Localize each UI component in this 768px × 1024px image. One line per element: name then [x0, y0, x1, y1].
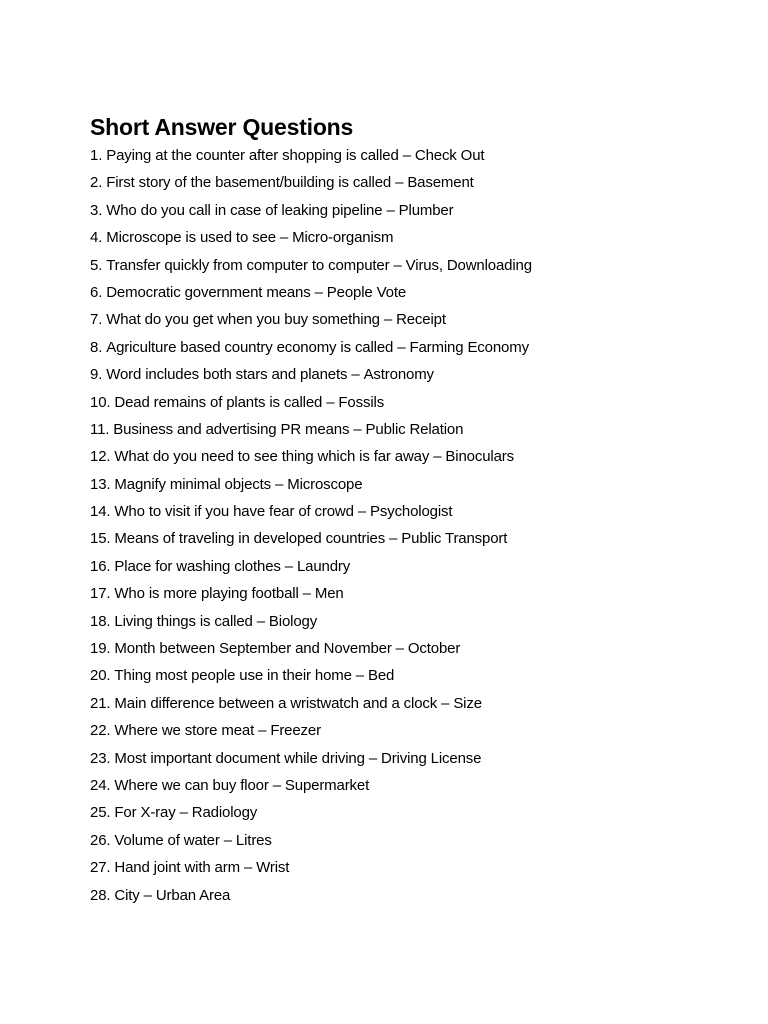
question-text: Agriculture based country economy is called	[106, 338, 394, 356]
answer-separator: –	[275, 475, 284, 493]
answer-text: Freezer	[270, 722, 321, 740]
answer-separator: –	[179, 804, 188, 822]
answer-separator: –	[395, 640, 404, 658]
answer-text: Public Transport	[401, 530, 508, 548]
answer-text: Basement	[407, 174, 474, 192]
answer-separator: –	[402, 147, 411, 164]
list-item	[90, 498, 750, 525]
list-item	[90, 827, 750, 854]
answer-separator: –	[433, 448, 442, 466]
question-text: Word includes both stars and planets	[106, 366, 348, 384]
question-text: Where we can buy floor	[114, 776, 269, 794]
question-text: Hand joint with arm	[114, 859, 240, 877]
question-number: 18.	[90, 612, 111, 630]
answer-separator: –	[441, 694, 450, 712]
question-number: 20.	[90, 667, 111, 685]
answer-separator: –	[272, 776, 281, 794]
list-item	[90, 608, 750, 635]
answer-text: Fossils	[338, 393, 385, 411]
list-item	[90, 662, 750, 689]
answer-text: Radiology	[191, 804, 258, 822]
list-item	[90, 224, 750, 251]
question-text: Thing most people use in their home	[114, 667, 352, 685]
answer-separator: –	[243, 859, 253, 877]
question-number: 9.	[90, 366, 103, 384]
question-text: Who to visit if you have fear of crowd	[114, 503, 354, 521]
answer-text: Litres	[235, 831, 272, 849]
list-item	[90, 443, 750, 470]
answer-separator: –	[223, 831, 232, 849]
answer-separator: –	[353, 420, 362, 438]
question-text: What do you get when you buy something	[106, 311, 380, 329]
question-text: Paying at the counter after shopping is called	[106, 147, 399, 164]
answer-separator: –	[143, 886, 152, 904]
list-item	[90, 252, 750, 279]
answer-text: Driving License	[381, 749, 482, 767]
answer-separator: –	[393, 256, 402, 274]
question-text: First story of the basement/building is called	[106, 174, 392, 192]
answer-text: Micro-organism	[292, 229, 394, 247]
list-item	[90, 169, 750, 196]
question-text: Dead remains of plants is called	[114, 393, 323, 411]
answer-separator: –	[389, 530, 398, 548]
answer-text: Laundry	[296, 557, 351, 575]
question-number: 8.	[90, 338, 103, 356]
list-item	[90, 799, 750, 826]
list-item	[90, 142, 750, 169]
question-text: Living things is called	[114, 612, 253, 630]
question-number: 13.	[90, 475, 111, 493]
list-item	[90, 361, 750, 388]
list-item	[90, 635, 750, 662]
list-item	[90, 690, 750, 717]
list-item	[90, 553, 750, 580]
list-item	[90, 580, 750, 607]
question-number: 10.	[90, 393, 111, 411]
answer-text: Check Out	[414, 147, 485, 164]
answer-text: Public Relation	[365, 420, 464, 438]
answer-separator: –	[397, 338, 406, 356]
question-text: Where we store meat	[114, 722, 255, 740]
list-item	[90, 416, 750, 443]
list-item	[90, 471, 750, 498]
question-number: 19.	[90, 640, 111, 658]
answer-separator: –	[314, 283, 323, 301]
answer-separator: –	[395, 174, 404, 192]
answer-text: Wrist	[256, 859, 290, 877]
question-number: 12.	[90, 448, 111, 466]
answer-separator: –	[279, 229, 289, 247]
answer-text: October	[407, 640, 461, 658]
question-number: 21.	[90, 694, 111, 712]
question-text: Transfer quickly from computer to computer	[106, 256, 390, 274]
page-title: Short Answer Questions	[90, 114, 354, 140]
question-number: 1.	[90, 147, 103, 164]
answer-separator: –	[256, 612, 265, 630]
question-text: Place for washing clothes	[114, 557, 281, 575]
question-text: Means of traveling in developed countries	[114, 530, 386, 548]
list-item	[90, 334, 750, 361]
list-item	[90, 854, 750, 881]
answer-text: Bed	[368, 667, 395, 685]
list-item	[90, 745, 750, 772]
question-text: Main difference between a wristwatch and a clock	[114, 694, 438, 712]
question-text: Who do you call in case of leaking pipeline	[106, 201, 383, 219]
list-item	[90, 389, 750, 416]
answer-text: Binoculars	[445, 448, 514, 466]
answer-separator: –	[258, 722, 267, 740]
question-text: Business and advertising PR means	[113, 420, 350, 438]
list-item	[90, 717, 750, 744]
answer-text: People Vote	[326, 283, 407, 301]
question-number: 3.	[90, 201, 103, 219]
list-item	[90, 525, 750, 552]
question-number: 7.	[90, 311, 103, 329]
question-text: Magnify minimal objects	[114, 475, 272, 493]
question-text: Month between September and November	[114, 640, 392, 658]
question-text: Volume of water	[114, 831, 220, 849]
answer-text: Astronomy	[363, 366, 434, 384]
question-number: 23.	[90, 749, 111, 767]
answer-text: Psychologist	[370, 503, 453, 521]
answer-separator: –	[302, 585, 311, 603]
answer-separator: –	[383, 311, 393, 329]
answer-text: Virus, Downloading	[405, 256, 532, 274]
question-number: 15.	[90, 530, 111, 548]
answer-separator: –	[351, 366, 360, 384]
answer-text: Urban Area	[155, 886, 231, 904]
answer-text: Microscope	[287, 475, 363, 493]
question-number: 5.	[90, 256, 103, 274]
answer-text: Plumber	[398, 201, 454, 219]
answer-text: Size	[453, 694, 482, 712]
list-item	[90, 306, 750, 333]
question-number: 22.	[90, 722, 111, 740]
question-number: 2.	[90, 174, 103, 192]
answer-separator: –	[386, 201, 395, 219]
question-number: 26.	[90, 831, 111, 849]
question-number: 11.	[90, 420, 110, 438]
answer-text: Receipt	[396, 311, 446, 329]
question-text: Democratic government means	[106, 283, 311, 301]
list-item	[90, 882, 750, 909]
question-text: For X-ray	[114, 804, 176, 822]
question-number: 28.	[90, 886, 111, 904]
question-list	[90, 142, 750, 909]
question-number: 4.	[90, 229, 103, 247]
question-text: Who is more playing football	[114, 585, 299, 603]
list-item	[90, 279, 750, 306]
answer-separator: –	[357, 503, 367, 521]
question-number: 16.	[90, 557, 111, 575]
list-item	[90, 197, 750, 224]
question-number: 27.	[90, 859, 111, 877]
answer-text: Men	[314, 585, 344, 603]
question-number: 14.	[90, 503, 111, 521]
answer-separator: –	[284, 557, 293, 575]
question-number: 24.	[90, 776, 111, 794]
question-text: Microscope is used to see	[106, 229, 276, 247]
answer-text: Farming Economy	[409, 338, 529, 356]
question-text: Most important document while driving	[114, 749, 365, 767]
answer-separator: –	[326, 393, 335, 411]
question-text: City	[114, 886, 140, 904]
question-number: 17.	[90, 585, 111, 603]
list-item	[90, 772, 750, 799]
answer-text: Biology	[268, 612, 318, 630]
question-number: 6.	[90, 283, 103, 301]
question-number: 25.	[90, 804, 111, 822]
answer-separator: –	[355, 667, 364, 685]
answer-text: Supermarket	[284, 776, 370, 794]
question-text: What do you need to see thing which is far away	[114, 448, 430, 466]
answer-separator: –	[368, 749, 378, 767]
